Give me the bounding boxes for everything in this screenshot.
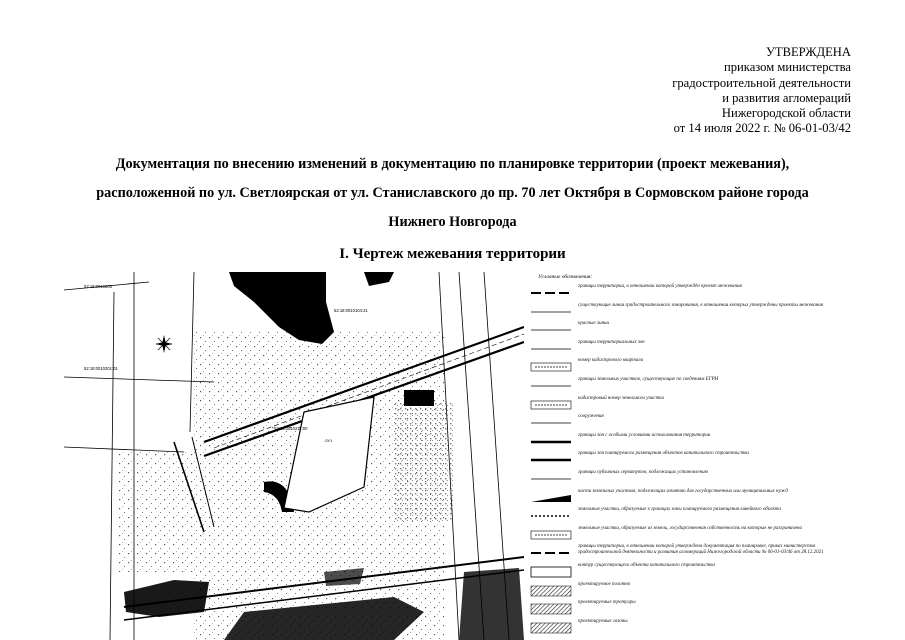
cadastral-label: 52:18:0010211:00	[274, 426, 308, 431]
legend-row	[528, 619, 858, 640]
legend-text: сооружения	[578, 414, 604, 420]
cadastral-label: 52:18:0010205	[84, 284, 112, 289]
legend-text: существующие линии градостроительного зонирования, в отношении которых утверждены проекты межевания	[578, 302, 824, 308]
legend-symbol-icon	[530, 435, 572, 449]
cadastral-label: 52:18:0010201:01	[84, 366, 118, 371]
document-title	[40, 150, 865, 237]
legend-symbol-icon	[530, 584, 572, 598]
legend-symbol-icon	[530, 305, 572, 319]
legend-symbol-icon	[530, 621, 572, 635]
legend-symbol-icon	[530, 491, 572, 505]
legend-panel	[528, 272, 858, 640]
legend-symbol-icon	[530, 528, 572, 542]
legend-text: земельные участки, образуемые из земель, государственная собственность на которые не разграничена	[578, 525, 803, 531]
approval-stamp	[672, 45, 851, 137]
approval-line: и развития агломераций	[722, 90, 851, 105]
legend-symbol-icon	[530, 360, 572, 374]
document-title-line: расположенной по ул. Светлоярская от ул. Станиславского до пр. 70 лет Октября в Сормовском районе города	[96, 185, 809, 201]
legend-symbol-icon	[530, 546, 572, 560]
survey-map	[64, 272, 524, 640]
legend-text: границы территории, в отношении которой утверждён проект межевания	[578, 284, 742, 289]
compass-icon	[155, 335, 173, 353]
legend-text: границы земельных участков, существующие по сведениям ЕГРН	[578, 377, 719, 382]
approval-line: градостроительной деятельности	[672, 75, 851, 90]
legend-text: номер кадастрового квартала	[578, 358, 644, 364]
legend-symbol-icon	[530, 323, 572, 337]
plot-number: :ЗУ1	[324, 438, 333, 443]
legend-text: земельные участки, образуемые в границах зоны планируемого размещения линейного объекта	[578, 507, 781, 513]
legend-text: границы зон с особыми условиями использования территории	[578, 432, 711, 438]
approval-line: УТВЕРЖДЕНА	[765, 45, 851, 59]
legend-text: проектируемое полотно	[578, 581, 631, 587]
approval-line: Нижегородской области	[721, 106, 851, 121]
legend-text: части земельных участков, подлежащих изъятию для государственных или муниципальных нужд	[578, 488, 788, 494]
survey-drawing	[64, 272, 524, 640]
document-title-line: Нижнего Новгорода	[388, 214, 517, 230]
document-title-line: Документация по внесению изменений в документацию по планировке территории (проект межевания),	[115, 156, 790, 172]
legend-text: проектируемые тротуары	[578, 600, 636, 606]
legend-symbol-icon	[530, 416, 572, 430]
legend-title: Условные обозначения:	[538, 274, 593, 280]
legend-text: границы публичных сервитутов, подлежащих установлению	[578, 470, 709, 475]
cadastral-label: 52:18:0010104:21	[334, 308, 368, 313]
approval-line: от 14 июля 2022 г. № 06-01-03/42	[673, 121, 851, 136]
legend-symbol-icon	[530, 453, 572, 467]
legend-symbol-icon	[530, 602, 572, 616]
legend-symbol-icon	[530, 379, 572, 393]
legend-symbol-icon	[530, 286, 572, 300]
legend-symbol-icon	[530, 509, 572, 523]
legend-symbol-icon	[530, 565, 572, 579]
legend-text: границы территориальных зон	[578, 339, 645, 345]
legend-symbol-icon	[530, 398, 572, 412]
legend-text: проектируемые газоны	[578, 618, 628, 624]
section-title: I. Чертеж межевания территории	[339, 246, 566, 262]
legend-symbol-icon	[530, 472, 572, 486]
legend-text: красные линии	[578, 321, 610, 327]
legend-text: границы зон планируемого размещения объектов капитального строительства	[578, 451, 749, 457]
legend-text: контур существующего объекта капитального строительства	[578, 563, 715, 568]
legend-symbol-icon	[530, 342, 572, 356]
legend-text: кадастровый номер земельного участка	[578, 395, 664, 401]
legend-text: границы территории, в отношении которой утверждена документация по планировке, приказ министерства градостроительной деятельности и развития агломераций Нижегородской области № 06-01-03/46 от 28.12.2021	[578, 544, 824, 556]
approval-line: приказом министерства	[723, 60, 851, 75]
